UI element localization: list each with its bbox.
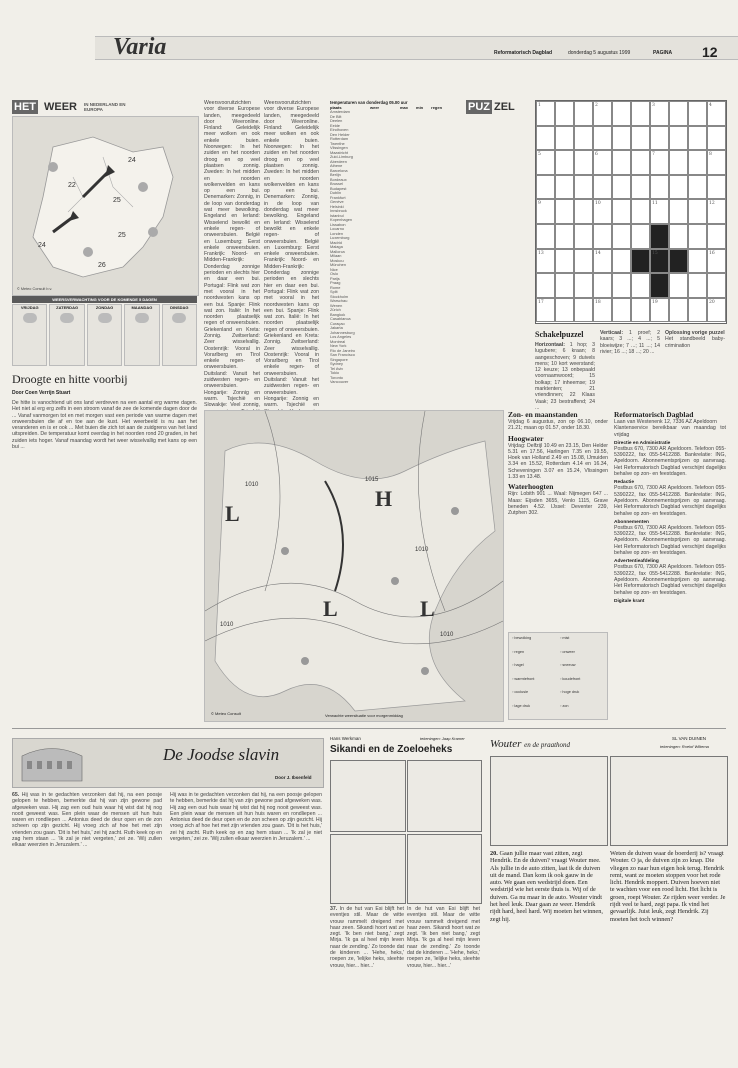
crossword-cell[interactable] (688, 101, 707, 126)
crossword-cell[interactable]: 3 (650, 101, 669, 126)
crossword-cell[interactable] (612, 150, 631, 175)
comic1-panel-2 (407, 760, 482, 832)
crossword-cell[interactable] (574, 224, 593, 249)
crossword-cell[interactable] (574, 199, 593, 224)
crossword-cell[interactable] (669, 101, 688, 126)
colophon-section-5: Digitale krant (614, 598, 645, 604)
legend-item: ▫ sneeuw (560, 663, 576, 667)
city-row: Singapore (330, 356, 348, 362)
city-row: Split (330, 289, 338, 294)
colophon-body: Postbus 670, 7300 AR Apeldoorn. Telefoon 055-5390222, fax 055-5412288. Bankrelatie: ING, Apeldoorn. Abonnementsprijzen op aanvraag. Het Reformatorisch Dagblad verschijnt dagelijks behalve op zon- en feestdagen. (614, 524, 726, 557)
city-row: Kopenhagen (330, 217, 353, 222)
city-row: Moskou (330, 257, 344, 263)
five-day-forecast (12, 296, 197, 366)
city-row: Tel Aviv (330, 365, 344, 371)
comic2-title-main: Wouter (490, 738, 522, 750)
horizontaal-clues: 1 hop; 3 lugubere; 6 kraan; 8 aangeschoven; 9 duivels mens; 10 kort weerstand; 12 keuze; 13 onbepaald voornaamwoord; 15 bolkap; 17 inheemse; 19 marktenten; 21 vriendinnen; 22 Klaas Vaak; 23 bestraffend; 24 ... (535, 342, 595, 411)
comic1-text-col2: In de hut van Esi blijft het eventjes stil. Maar de witte vrouw rammelt dreigend met haar zeen. Sikandi hoort wat ze zegt. 'Ik ben niet bang,' zegt Mirja. 'Ik ga al heel mijn leven naar de zending.' Zo toonde dat de kinderen ... 'Hehe, heks,' roepen ze, 'lelijke heks, sleehte vrouw, hier... hier...' (407, 906, 480, 969)
europe-map-caption: Verwachte weersituatie voor morgenmiddag (325, 713, 403, 718)
comic2-title-sub: en de praathond (524, 741, 571, 749)
weather-subtitle: IN NEDERLAND EN EUROPA (84, 102, 126, 112)
city-row: Londen (330, 230, 343, 236)
city-row: Brussel (330, 181, 343, 186)
crossword-cell[interactable]: 10 (593, 199, 612, 224)
comic2-text-col2: Weten de duiven waar de boerderij is? vraagt Wouter. O ja, de duiven zijn zo knap. Die vliegen zo naar hun eigen hok terug. Hendrik remt, want ze moeten stoppen voor het rode licht. Hendrik moppert. Duiven hoeven niet te wachten voor een rood licht. Het licht is groen, roept Wouter. Ze rijden weer verder. Je rijdt veel te hard, zegt papa. Ik vind het gevaarlijk. Juist leuk, zegt Hendrik. Zij moeten het toch winnen? (610, 850, 726, 923)
city-row: Bangkok (330, 311, 346, 317)
legend-item: ▫ regen (512, 649, 525, 654)
section-divider (12, 728, 726, 729)
page-label: PAGINA (653, 50, 673, 56)
map-credit: © Meteo Consult b.v. (17, 287, 53, 291)
city-row: Vlissingen (330, 145, 348, 150)
serial-text-col1 (12, 792, 162, 1057)
crossword-cell[interactable] (574, 150, 593, 175)
city-row: Vancouver (330, 379, 349, 384)
crossword-cell[interactable] (669, 150, 688, 175)
legend-item: ▫ hagel (512, 663, 524, 667)
col-regen: regen (431, 105, 443, 110)
crossword-cell[interactable]: 7 (650, 150, 669, 175)
puzzle-title-zel: ZEL (494, 101, 515, 113)
city-row: Innsbruck (330, 208, 347, 213)
weather-header (12, 100, 197, 114)
city-row: Rotterdam (330, 136, 349, 141)
vertikaal-label: Verticaal: (600, 330, 624, 336)
crossword-cell[interactable] (631, 101, 650, 126)
crossword-cell[interactable] (650, 175, 669, 200)
crossword-cell[interactable]: 8 (707, 150, 726, 175)
comic1-panel-3 (330, 834, 406, 904)
col-max: max (400, 105, 409, 110)
city-row: Deelen (330, 118, 343, 123)
comic1-illustrator: tekeningen: Jaap Kramer (420, 736, 465, 741)
svg-text:25: 25 (113, 197, 121, 204)
city-row: Eelde (330, 122, 340, 128)
crossword-cell[interactable]: 15 (650, 249, 669, 274)
city-row: Tokio (330, 370, 340, 375)
colophon-section-2: Redactie (614, 480, 634, 486)
crossword-cell[interactable] (593, 224, 612, 249)
weather-article-title: Droogte en hitte voorbij (12, 372, 128, 386)
weather-title-weer: WEER (44, 101, 77, 113)
crossword-cell[interactable]: 13 (536, 249, 555, 274)
city-row: Warschau (330, 298, 348, 303)
city-row: Den Helder (330, 131, 350, 137)
crossword-cell[interactable] (669, 199, 688, 224)
sun-cloud-icon (135, 313, 149, 323)
europe-map-credit: © Meteo Consult (211, 711, 241, 716)
crossword-cell[interactable] (555, 150, 574, 175)
country-forecasts-2: Weersvooruitzichten voor diverse Europese landen, meegedeeld door Weeronline. Finland: Geleidelijk meer wolken en ook enkele buien. Noorwegen: In het zuiden en het noorden droog en op veel plaatsen zonnig. Zweden: In het midden en noorden wolkenvelden en kans op een bui. Denemarken: Zonnig, in de loop van donderdag wat meer bewolking. Engeland en Ierland: Wisselend bewolkt en enkele regen- of onweersbuien. België en Luxemburg: Eerst enkele onweersbuien. Frankrijk: Noord- en Midden-Frankrijk: Donderdag zonnige perioden en slechts hier en daar een bui. Portugal: Flink wat zon met vooral in het noordwesten kans op een bui. Spanje: Flink wat zon. Italië: In het noorden plaatselijk regen of onweersbuien. Griekenland en Kreta: Zonnig. Zwitserland: Zeer wisselvallig. Oostenrijk: Vooral in Vorarlberg en Tirol enkele regen- of onweersbuien. Duitsland: Vanuit het zuidwesten regen- en onweersbuien. Hongarije: Zonnig en warm. Tsjechië en (264, 100, 319, 409)
svg-text:25: 25 (118, 232, 126, 239)
crossword-cell[interactable] (631, 249, 650, 274)
crossword-cell[interactable]: 6 (593, 150, 612, 175)
city-row: Zürich (330, 307, 341, 312)
crossword-cell[interactable] (707, 175, 726, 200)
city-row: Twenthe (330, 140, 345, 146)
city-row: Frankfurt (330, 194, 346, 200)
comic2-episode: 20. (490, 850, 498, 857)
crossword-cell[interactable] (593, 126, 612, 151)
svg-text:1010: 1010 (220, 622, 234, 628)
crossword-cell[interactable] (631, 175, 650, 200)
svg-text:1010: 1010 (415, 547, 429, 553)
city-row: Malaga (330, 244, 343, 249)
crossword-cell[interactable] (669, 249, 688, 274)
city-row: Bordeaux (330, 176, 347, 182)
forecast-day (162, 304, 197, 366)
hoogwater-text: Vrijdag: Delfzijl 10.49 en 23.15, Den Helder 5.31 en 17.56, Harlingen 7.35 en 19.55, Hoek van Holland 2.49 en 15.08, IJmuiden 3.34 en 15.52, Rotterdam 4.14 en 16.34, Scheveningen 3.07 en 15.24, Vlissingen 1.33 en 13.48. (508, 442, 608, 481)
crossword-cell[interactable] (574, 273, 593, 298)
city-row: Johannesburg (330, 329, 355, 335)
comic2-text-1: Gaan jullie maar vast zitten, zegt Hendrik. En de duiven? vraagt Wouter mee. Als jullie in de auto zitten, laat ik de duiven uit de mand. Dan kom ik ook gauw in de auto. We gaan een wedstrijd doen. Een wedstrijd wie het eerste thuis is. Wij of de duiven. Ga nu maar in de auto. Wouter vindt het heel leuk. Daar gaan ze weer. Hendrik rijdt hard, heel hard. Wij moeten het winnen, zegt hij. (490, 850, 603, 923)
crossword-cell[interactable] (555, 273, 574, 298)
legend-item: ▫ bewolking (512, 636, 532, 640)
comic2-panel-2 (610, 756, 728, 846)
comic2-title (490, 738, 570, 750)
temperature-table-header: temperaturen van donderdag 05.00 uur (330, 100, 408, 105)
europe-map-svg (205, 411, 503, 721)
crossword-cell[interactable] (574, 249, 593, 274)
crossword-cell[interactable] (555, 101, 574, 126)
svg-text:22: 22 (68, 182, 76, 189)
crossword-cell[interactable] (612, 224, 631, 249)
crossword-cell[interactable] (555, 126, 574, 151)
horizontaal-label: Horizontaal: (535, 342, 565, 348)
comic1-panel-4 (407, 834, 482, 904)
waterhoogten-title: Waterhoogten (508, 482, 554, 492)
crossword-cell[interactable] (631, 224, 650, 249)
city-row: München (330, 262, 347, 267)
svg-text:24: 24 (38, 242, 46, 249)
city-row: Athene (330, 163, 343, 168)
crossword-cell[interactable] (574, 101, 593, 126)
country-forecasts: Weersvooruitzichten voor diverse Europese landen, meegedeeld door Weeronline. Finland: Geleidelijk meer wolken en ook enkele buien. Noorwegen: In het zuiden en het noorden droog en op veel plaatsen zonnig. Zweden: In het midden en noorden wolkenvelden en kans op een bui. Denemarken: Zonnig, in de loop van donderdag wat meer bewolking. Engeland en Ierland: Wisselend bewolkt en enkele regen- of onweersbuien. België en Luxemburg: Eerst enkele onweersbuien. Frankrijk: Noord- en Midden-Frankrijk: Donderdag zonnige perioden en slechts hier en daar een bui. Portugal: Flink wat zon met vooral in het noordwesten kans op een bui. Spanje: Flink wat zon. Italië: In het noorden plaatselijk regen of onweersbuien. Griekenland en Kreta: Zonnig. Zwitserland: Zeer wisselvallig. Oostenrijk: Vooral in Vorarlberg en Tirol enkele regen- of onweersbuien. Duitsland: Vanuit het zuidwesten regen- en onweersbuien. Hongarije: Zonnig en warm. Tsjechië en Slowakije: Veel zonnig, (204, 100, 260, 409)
forecast-header: WEERSVERWACHTING VOOR DE KOMENDE 5 DAGEN (12, 296, 197, 303)
puzzle-header (466, 100, 529, 114)
crossword-cell[interactable] (612, 175, 631, 200)
comic1-author: Hans Werkman (330, 736, 361, 741)
weather-title-het: HET (14, 101, 36, 113)
crossword-cell[interactable] (555, 175, 574, 200)
weather-article-text: De hitte is vanochtend uit ons land verdreven na een aantal erg warme dagen. Het niet al erg erg zelfs in een stroom vanaf de zee de komende dagen door de ... Vanaf vanmorgen tot en met morgen vast een periode van warme dagen met onweersbuien die af en toe aan de kust. Het weerbeeld is nu aan het veranderen en is er ook ... Met buien die zich tot aan de zuidgrens van het land uitspreiden. De temperatuur komt overdag in het noorden rond 20 graden, in het zuiden iets hoger. Vanaf maandag wordt het weer wisselvallig met kans op een bui ... (12, 400, 197, 451)
forecast-day (124, 304, 159, 366)
crossword-cell[interactable] (669, 126, 688, 151)
city-row: Praag (330, 280, 341, 285)
puzzle-solution (665, 330, 725, 402)
comic2-illustrator: tekeningen: Roelof Wiltema (660, 744, 709, 749)
masthead-band (95, 36, 738, 60)
solution-text: Het standbeeld baby-crimination (665, 336, 725, 349)
comic1-title: Sikandi en de Zoeloeheks (330, 744, 453, 755)
city-row: Los Angeles (330, 334, 352, 339)
tides-title: Zon- en maanstanden (508, 410, 578, 419)
crossword-cell[interactable] (669, 224, 688, 249)
forecast-day-name: ZONDAG (95, 305, 114, 310)
svg-text:1010: 1010 (245, 482, 259, 488)
city-row: Maastricht (330, 149, 348, 155)
crossword-cell[interactable] (688, 175, 707, 200)
crossword-cell[interactable]: 16 (707, 249, 726, 274)
crossword-cell[interactable] (631, 273, 650, 298)
crossword-cell[interactable] (669, 273, 688, 298)
city-row: Berlijn (330, 172, 341, 177)
forecast-day (12, 304, 47, 366)
city-row: Montreal (330, 338, 346, 344)
crossword-cell[interactable]: 4 (707, 101, 726, 126)
city-list (330, 110, 450, 385)
col-weer: weer (370, 105, 380, 110)
crossword-cell[interactable] (555, 199, 574, 224)
paper-date: donderdag 5 augustus 1999 (568, 50, 631, 56)
puzzle-name: Schakelpuzzel (535, 330, 584, 339)
crossword-cell[interactable] (555, 298, 574, 323)
forecast-day-name: MAANDAG (131, 305, 153, 310)
colophon-phone: Klantenservice bereikbaar van maandag tot vrijdag (614, 425, 726, 438)
page-number: 12 (702, 44, 718, 60)
legend-item: ▫ onweer (560, 649, 575, 654)
crossword-cell[interactable] (612, 249, 631, 274)
legend-item: ▫ zon (560, 703, 569, 708)
col-plaats: plaats (330, 105, 342, 110)
crossword-cell[interactable]: 20 (707, 298, 726, 323)
city-row: Dublin (330, 190, 342, 195)
crossword-cell[interactable] (574, 126, 593, 151)
weather-article-byline: Door Coen Verrijn Stuart (12, 390, 71, 396)
city-row: San Francisco (330, 352, 355, 357)
comic1-text-col1 (330, 906, 404, 1056)
forecast-day (49, 304, 84, 366)
legend-item: ▫ koudefront (560, 676, 581, 681)
colophon-body: Postbus 670, 7300 AR Apeldoorn. Telefoon 055-5390222, fax 055-5412288. Bankrelatie: ING, Apeldoorn. Abonnementsprijzen op aanvraag. Het Reformatorisch Dagblad verschijnt dagelijks behalve op zon- en feestdagen. (614, 564, 726, 596)
crossword-cell[interactable] (536, 224, 555, 249)
crossword-cell[interactable]: 14 (593, 249, 612, 274)
svg-text:24: 24 (128, 157, 136, 164)
crossword-cell[interactable] (555, 249, 574, 274)
solution-label: Oplossing vorige puzzel (665, 330, 725, 336)
crossword-cell[interactable] (631, 150, 650, 175)
city-row: Genève (330, 199, 344, 204)
city-row: Barcelona (330, 167, 348, 173)
comic2-text-col1 (490, 850, 606, 1060)
crossword-cell[interactable] (707, 224, 726, 249)
forecast-day (87, 304, 122, 366)
legend-item: ▫ hoge druk (560, 690, 580, 694)
temperature-table (330, 100, 450, 385)
city-row: Toronto (330, 374, 343, 380)
city-row: Parijs (330, 275, 340, 281)
colophon-body: Postbus 670, 7300 AR Apeldoorn. Telefoon 055-5390222, fax 055-5412288. Bankrelatie: ING, Apeldoorn. Abonnementsprijzen op aanvraag. Het Reformatorisch Dagblad verschijnt dagelijks behalve op zon- en feestdagen. (614, 485, 726, 517)
crossword-cell[interactable]: 2 (593, 101, 612, 126)
serial-title: De Joodse slavin (163, 745, 280, 764)
crossword-cell[interactable] (631, 199, 650, 224)
city-row: Eindhoven (330, 127, 349, 132)
city-row: Helsinki (330, 203, 344, 209)
city-row: Rio de Janeiro (330, 347, 356, 353)
crossword-cell[interactable] (631, 126, 650, 151)
crossword-cell[interactable]: 17 (536, 298, 555, 323)
crossword-cell[interactable]: 18 (593, 298, 612, 323)
colophon-section-3: Abonnementen (614, 519, 649, 525)
city-row: Zuid-Limburg (330, 154, 353, 159)
crossword-cell[interactable] (612, 298, 631, 323)
city-row: Milaan (330, 253, 342, 258)
forecast-day-name: VRIJDAG (20, 305, 39, 310)
forecast-day-name: DINSDAG (170, 305, 189, 310)
crossword-cell[interactable] (669, 298, 688, 323)
svg-text:L: L (225, 501, 240, 526)
city-row: Luxemburg (330, 235, 350, 240)
svg-text:L: L (420, 596, 435, 621)
serial-header (12, 738, 324, 788)
crossword-cell[interactable] (612, 126, 631, 151)
tides-block (508, 410, 608, 630)
sun-cloud-icon (98, 313, 112, 323)
crossword-cell[interactable] (555, 224, 574, 249)
svg-text:26: 26 (98, 262, 106, 269)
svg-text:1010: 1010 (440, 632, 454, 638)
netherlands-map-svg (13, 117, 198, 295)
waterhoogten-text: Rijn: Lobith 901 ... Waal: Nijmegen 647 ... Maas: Eijsden 3655, Venlo 1115, Grave beneden 4.52. IJssel: Deventer 239, Zutphen 302. (508, 491, 608, 517)
city-row: Istanbul (330, 212, 344, 218)
sun-cloud-icon (172, 313, 186, 323)
svg-text:H: H (375, 486, 393, 511)
colophon-section-4: Advertentieafdeling (614, 559, 659, 565)
col-min: min (416, 105, 424, 110)
hoogwater-title: Hoogwater (508, 433, 544, 443)
europe-weather-map (204, 410, 504, 722)
puzzle-clues-col1 (535, 342, 595, 411)
crossword-cell[interactable] (688, 273, 707, 298)
city-row: Curaçao (330, 320, 345, 326)
crossword-cell[interactable] (688, 199, 707, 224)
city-row: Mallorca (330, 248, 345, 254)
crossword-cell[interactable]: 5 (536, 150, 555, 175)
crossword-cell[interactable] (688, 224, 707, 249)
crossword-cell[interactable]: 11 (650, 199, 669, 224)
city-row: Rome (330, 284, 341, 290)
legend-item: ▫ warmtefront (512, 676, 535, 681)
crossword-cell[interactable] (631, 298, 650, 323)
svg-text:L: L (323, 596, 338, 621)
weather-legend (508, 632, 608, 720)
sun-cloud-icon (23, 313, 37, 323)
crossword-cell[interactable] (536, 273, 555, 298)
crossword-cell[interactable] (688, 126, 707, 151)
city-row: Budapest (330, 185, 347, 191)
crossword-cell[interactable] (593, 175, 612, 200)
comic2-author: SL VAN DUINEN (672, 736, 707, 741)
city-row: Sydney (330, 361, 343, 366)
city-row: New York (330, 343, 347, 348)
city-row: Jakarta (330, 325, 343, 330)
crossword-cell[interactable]: 1 (536, 101, 555, 126)
crossword-cell[interactable] (707, 126, 726, 151)
city-row: Oslo (330, 271, 338, 276)
comic1-panel-1 (330, 760, 406, 832)
colophon-title: Reformatorisch Dagblad (614, 410, 694, 419)
legend-item: ▫ lage druk (512, 703, 531, 708)
crossword-cell[interactable]: 19 (650, 298, 669, 323)
crossword-cell[interactable] (688, 150, 707, 175)
crossword-cell[interactable] (574, 175, 593, 200)
crossword-cell[interactable] (688, 249, 707, 274)
paper-name: Reformatorisch Dagblad (494, 50, 553, 56)
puzzle-clues-col2 (600, 330, 660, 402)
crossword-cell[interactable]: 12 (707, 199, 726, 224)
city-row: Wenen (330, 302, 343, 308)
forecast-days (12, 304, 197, 366)
tides-text: Vrijdag 6 augustus, zon op 06.10, onder 21.21; maan op 01.57, onder 18.30. (508, 419, 608, 432)
colophon-address: Laan van Westenenk 12, 7336 AZ Apeldoorn (614, 419, 717, 425)
section-title: Varia (113, 34, 167, 60)
city-row: Stockholm (330, 293, 349, 299)
crossword-cell[interactable] (536, 126, 555, 151)
crossword-cell[interactable] (688, 298, 707, 323)
serial-episode: 65. (12, 792, 20, 798)
crossword-cell[interactable] (612, 273, 631, 298)
crossword-cell[interactable] (707, 273, 726, 298)
colophon-body: Postbus 670, 7300 AR Apeldoorn. Telefoon 055-5390222, fax 055-5412288. Bankrelatie: ING, Apeldoorn. Abonnementsprijzen op aanvraag. Het Reformatorisch Dagblad verschijnt dagelijks behalve op zon- en feestdagen. (614, 445, 726, 478)
crossword-cell[interactable] (536, 175, 555, 200)
crossword-cell[interactable] (669, 175, 688, 200)
crossword-cell[interactable] (593, 273, 612, 298)
city-row: Casablanca (330, 316, 351, 321)
masthead (0, 22, 738, 72)
city-row: Madrid (330, 239, 342, 245)
svg-text:1015: 1015 (365, 477, 379, 483)
colophon-section-1: Directie en Administratie (614, 440, 671, 446)
crossword-cell[interactable] (650, 126, 669, 151)
comic1-text: In de hut van Esi blijft het eventjes stil. Maar de witte vrouw rammelt dreigend met haar zeen. Sikandi hoort wat ze zegt. 'Ik ben niet bang,' zegt Mirja. 'Ik ga al heel mijn leven naar de zending.' Zo toonde dat de kinderen ... 'Hehe, heks,' roepen ze, 'lelijke heks, sleehte vrouw, hier... hier...' (330, 906, 404, 969)
colosseum-icon (17, 741, 87, 785)
city-row: Lissabon (330, 221, 346, 227)
puzzle-title-puz: PUZ (468, 101, 490, 113)
serial-text: Hij was in te gedachten verzonken dat hij, na een poosje gelopen te hebben, bemerkte dat hij van zijn gewone pad afgeweken was. Hij zag een oud huis waar hij wist dat hij nog nooit geweest was. Een plein waar de mensen uit hun huis waren en rondliepen ... Antonius deed de deur open en de zon scheen op zijn gezicht. Hij vroeg zich af hoe het met zijn vrienden zou gaan. 'Dit is het huis,' zei hij zacht. Ruth keek op en zag hem staan ... 'Ik zal je niet vergeten,' zei ze. 'Wij zullen elkaar weerzien in Jeruzalem.' ... (12, 792, 162, 849)
crossword-cell[interactable]: 9 (536, 199, 555, 224)
crossword-grid (535, 100, 727, 324)
serial-byline: Door J. Ibsenfeld (275, 775, 312, 780)
city-row: De Bilt (330, 113, 342, 119)
city-row: Nice (330, 266, 338, 272)
crossword-cell[interactable] (612, 101, 631, 126)
legend-item: ▫ occlusie (512, 690, 529, 694)
comic1-episode: 37. (330, 906, 338, 912)
crossword-cell[interactable] (574, 298, 593, 323)
city-row: Locarno (330, 226, 345, 231)
netherlands-map (12, 116, 199, 296)
city-row: Amsterdam (330, 109, 350, 114)
crossword-cell[interactable] (650, 273, 669, 298)
vertikaal-clues: 1 proef; 2 kaars; 3 ...; 4 ...; 5 bloeiwijze; 7 ...; 11 ...; 14 rivier; 16 ...; 18 ...; 20 ... (600, 330, 660, 355)
forecast-day-name: ZATERDAG (56, 305, 79, 310)
colophon (614, 410, 726, 720)
serial-text-col2: Hij was in te gedachten verzonken dat hij, na een poosje gelopen te hebben, bemerkte dat hij van zijn gewone pad afgeweken was. Hij zag een oud huis waar hij wist dat hij nog nooit geweest was. Een plein waar de mensen uit hun huis waren en rondliepen ... Antonius deed de deur open en de zon scheen op zijn gezicht. Hij vroeg zich af hoe het met zijn vrienden zou gaan. 'Dit is het huis,' zei hij zacht. Ruth keek op en zag hem staan ... 'Ik zal je niet vergeten,' zei ze. 'Wij zullen elkaar weerzien in Jeruzalem.' ... (170, 792, 322, 843)
crossword-cell[interactable] (612, 199, 631, 224)
city-row: Aberdeen (330, 158, 347, 164)
sun-cloud-icon (60, 313, 74, 323)
legend-item: ▫ mist (560, 636, 570, 640)
comic2-panel-1 (490, 756, 608, 846)
crossword-cell[interactable] (650, 224, 669, 249)
